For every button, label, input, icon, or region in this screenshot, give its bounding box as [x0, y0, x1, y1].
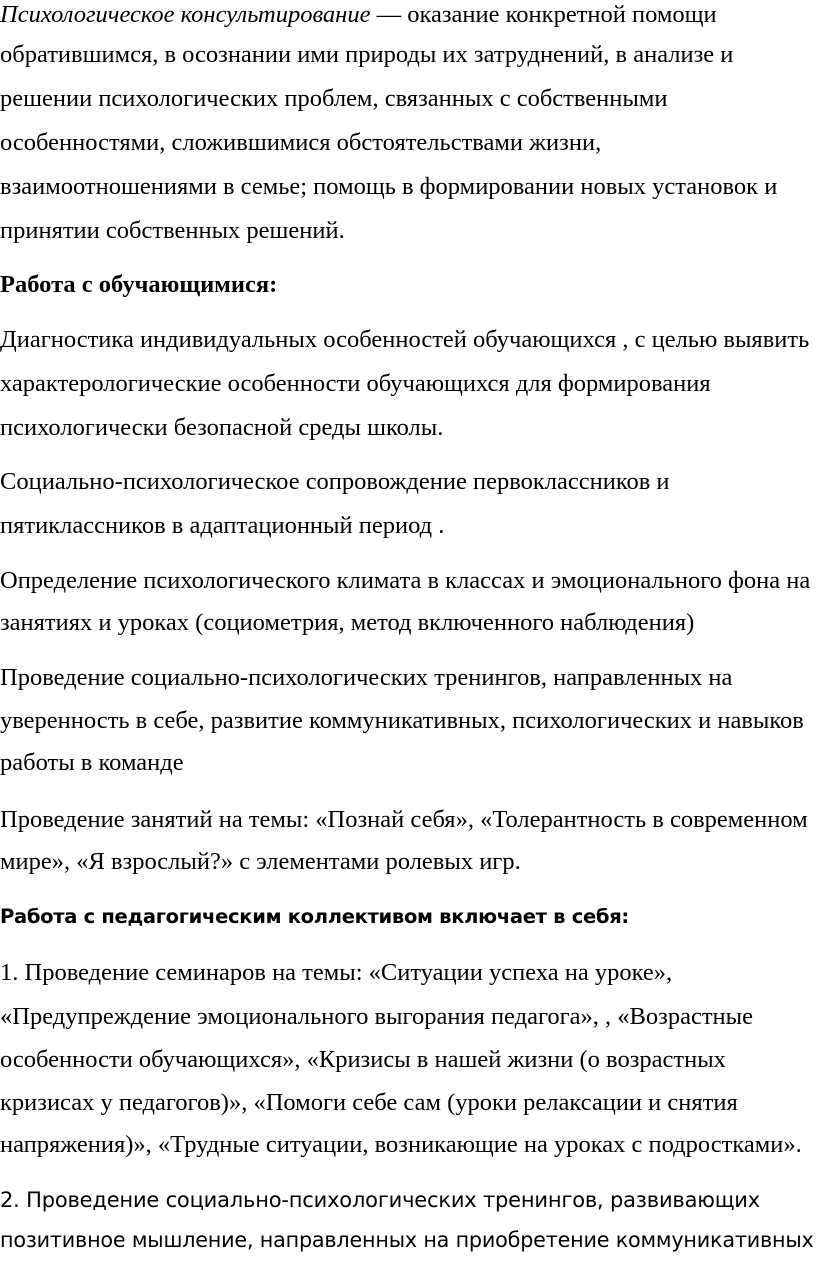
students-paragraph-line: занятиях и уроках (социометрия, метод включенного наблюдения) [0, 609, 695, 636]
students-paragraph-line: Диагностика индивидуальных особенностей обучающихся , с целью выявить [0, 326, 810, 353]
intro-term: Психологическое консультирование [0, 1, 371, 28]
intro-line-1-rest: — оказание конкретной помощи [370, 1, 717, 28]
students-paragraph-line: уверенность в себе, развитие коммуникативных, психологических и навыков [0, 707, 804, 734]
teachers-item-line: кризисах у педагогов)», «Помоги себе сам (уроки релаксации и снятия [0, 1089, 738, 1116]
teachers-item-line: особенности обучающихся», «Кризисы в нашей жизни (о возрастных [0, 1046, 726, 1073]
students-paragraph-line: Проведение занятий на темы: «Познай себя», «Толерантность в современном [0, 806, 808, 833]
students-paragraph-line: Проведение социально-психологических тренингов, направленных на [0, 664, 733, 691]
intro-line: обратившимся, в осознании ими природы их затруднений, в анализе и [0, 41, 734, 68]
intro-line-1 [0, 0, 717, 30]
teachers-item-line: позитивное мышление, направленных на приобретение коммуникативных [0, 1228, 814, 1252]
students-paragraph-line: пятиклассников в адаптационный период . [0, 512, 445, 539]
students-heading: Работа с обучающимися: [0, 271, 278, 298]
teachers-item-line: напряжения)», «Трудные ситуации, возникающие на уроках с подростками». [0, 1131, 802, 1158]
intro-line: решении психологических проблем, связанных с собственными [0, 85, 668, 112]
teachers-heading: Работа с педагогическим коллективом включает в себя: [0, 905, 629, 928]
students-paragraph-line: Социально-психологическое сопровождение первоклассников и [0, 468, 670, 495]
intro-line: взаимоотношениями в семье; помощь в формировании новых установок и [0, 173, 778, 200]
students-paragraph-line: психологически безопасной среды школы. [0, 414, 444, 441]
teachers-item-line: 2. Проведение социально-психологических тренингов, развивающих [0, 1188, 760, 1212]
students-paragraph-line: Определение психологического климата в классах и эмоционального фона на [0, 567, 811, 594]
intro-line: особенностями, сложившимися обстоятельствами жизни, [0, 129, 602, 156]
students-paragraph-line: мире», «Я взрослый?» с элементами ролевых игр. [0, 848, 521, 875]
students-paragraph-line: работы в команде [0, 749, 184, 776]
intro-line: принятии собственных решений. [0, 217, 345, 244]
teachers-item-line: «Предупреждение эмоционального выгорания педагога», , «Возрастные [0, 1003, 753, 1030]
students-paragraph-line: характерологические особенности обучающихся для формирования [0, 370, 711, 397]
teachers-item-line: 1. Проведение семинаров на темы: «Ситуации успеха на уроке», [0, 959, 673, 986]
